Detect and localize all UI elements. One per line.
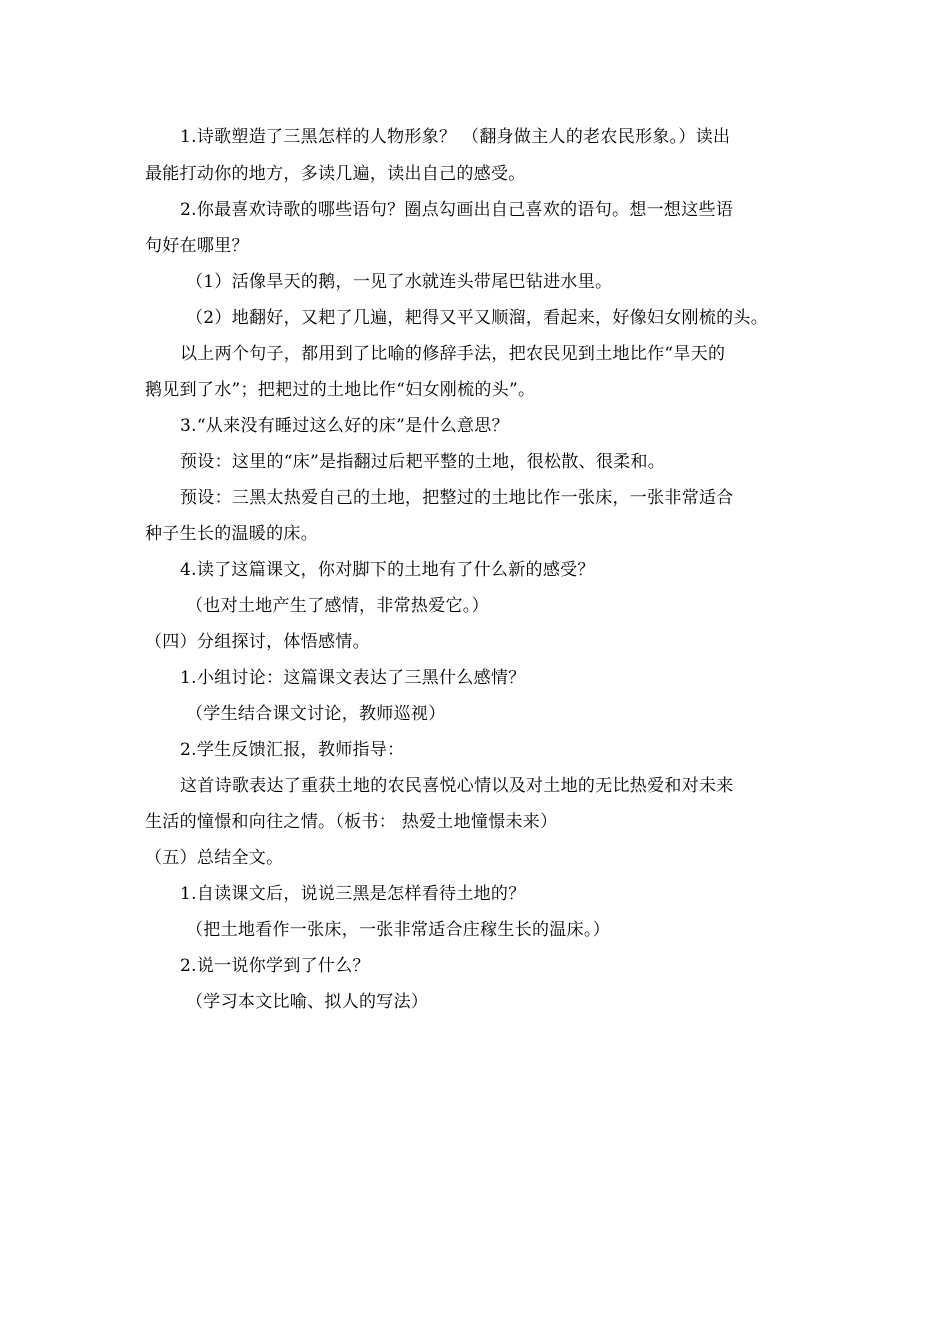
answer-4: （也对土地产生了感情，非常热爱它。） [186,596,489,616]
analysis-line-2: 鹅见到了水”；把耙过的土地比作“妇女刚梳的头”。 [145,380,536,400]
analysis-line-1: 以上两个句子，都用到了比喻的修辞手法，把农民见到土地比作“旱天的 [180,344,726,364]
preset-answer-2-line-2: 种子生长的温暖的床。 [145,524,318,544]
review-question-1: 1.自读课文后，说说三黑是怎样看待土地的？ [180,884,526,904]
discussion-1-note: （学生结合课文讨论，教师巡视） [186,704,446,724]
question-2-line-1: 2.你最喜欢诗歌的哪些语句？圈点勾画出自己喜欢的语句。想一想这些语 [180,200,734,220]
section-5-heading: （五）总结全文。 [145,848,284,868]
review-answer-1: （把土地看作一张床，一张非常适合庄稼生长的温床。） [186,920,610,940]
summary-line-2: 生活的憧憬和向往之情。（板书： 热爱土地憧憬未来） [145,812,558,832]
preset-answer-2-line-1: 预设：三黑太热爱自己的土地，把整过的土地比作一张床，一张非常适合 [180,488,734,508]
discussion-1: 1.小组讨论：这篇课文表达了三黑什么感情？ [180,668,526,688]
summary-line-1: 这首诗歌表达了重获土地的农民喜悦心情以及对土地的无比热爱和对未来 [180,776,734,796]
question-1-line-1: 1.诗歌塑造了三黑怎样的人物形象？ （翻身做主人的老农民形象。）读出 [180,127,731,147]
section-4-heading: （四）分组探讨，体悟感情。 [145,632,370,652]
discussion-2: 2.学生反馈汇报，教师指导： [180,740,405,760]
question-1-line-2: 最能打动你的地方，多读几遍，读出自己的感受。 [145,164,526,184]
sentence-2: （2）地翻好，又耙了几遍，耙得又平又顺溜，看起来，好像妇女刚梳的头。 [186,308,769,328]
question-4: 4.读了这篇课文，你对脚下的土地有了什么新的感受？ [180,560,595,580]
question-3: 3.“从来没有睡过这么好的床”是什么意思？ [180,416,509,436]
preset-answer-1: 预设：这里的“床”是指翻过后耙平整的土地，很松散、很柔和。 [180,452,666,472]
review-answer-2: （学习本文比喻、拟人的写法） [186,992,429,1012]
question-2-line-2: 句好在哪里？ [145,236,249,256]
sentence-1: （1）活像旱天的鹅，一见了水就连头带尾巴钻进水里。 [186,272,613,292]
review-question-2: 2.说一说你学到了什么？ [180,956,370,976]
